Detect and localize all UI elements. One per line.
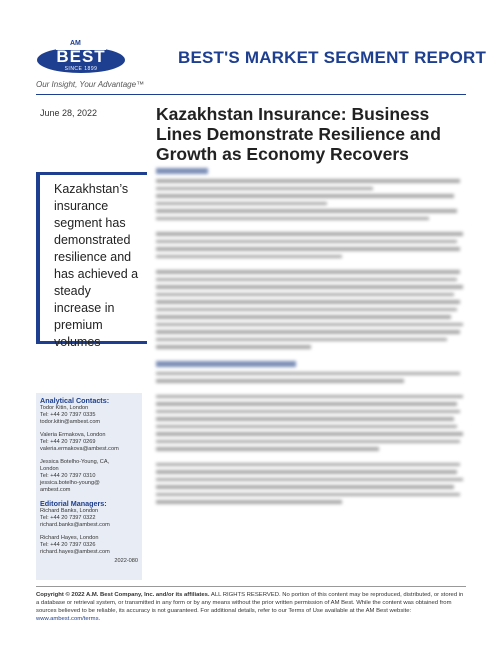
contact-email[interactable]: jessica.botelho-young@ (40, 480, 100, 486)
report-series-title: BEST'S MARKET SEGMENT REPORT (178, 48, 487, 67)
contact-block (40, 508, 138, 529)
contact-line: London (40, 466, 59, 472)
copyright-body: ALL RIGHTS RESERVED. No portion of this content may be reproduced, distributed, or stored in a database or retrieval system, or transmitted in any form or by any means without the prior written permission of AM Best. While the content was obtained from sources believed to be reliable, its accuracy is not guaranteed. For additional details, refer to our Terms of Use available at the AM Best website: (36, 592, 464, 614)
contact-line: Richard Banks, London (40, 508, 99, 514)
contact-line: Tel: +44 20 7397 0335 (40, 412, 96, 418)
contact-block (40, 432, 138, 453)
pull-quote-text: Kazakhstan’s insurance segment has demonstrated resilience and has achieved a steady increase in premium volumes (54, 182, 139, 349)
contact-email[interactable]: valeria.ermakova@ambest.com (40, 446, 119, 452)
contact-email[interactable]: richard.hayes@ambest.com (40, 549, 110, 555)
logo-since-text: SINCE 1899 (64, 66, 98, 72)
pull-quote (36, 172, 147, 349)
copyright-notice: Copyright © 2022 A.M. Best Company, Inc. and/or its affiliates. (36, 592, 210, 598)
contact-email[interactable]: ambest.com (40, 487, 71, 493)
blurred-section-heading (156, 361, 296, 367)
contact-block (40, 405, 138, 426)
contact-email[interactable]: todor.kitin@ambest.com (40, 419, 101, 425)
publication-date: June 28, 2022 (40, 108, 98, 118)
editorial-managers-heading: Editorial Managers: (40, 499, 107, 508)
contacts-panel (36, 393, 142, 580)
blurred-section-heading (156, 168, 208, 174)
logo-am-text: AM (70, 40, 81, 47)
contact-line: Tel: +44 20 7397 0326 (40, 542, 96, 548)
analytical-contacts-heading: Analytical Contacts: (40, 396, 110, 405)
report-header (0, 0, 500, 100)
copyright-end: . (98, 616, 101, 622)
contact-line: Tel: +44 20 7397 0310 (40, 473, 96, 479)
contact-line: Richard Hayes, London (40, 535, 99, 541)
contact-block (40, 535, 138, 556)
report-title: Kazakhstan Insurance: Business Lines Demonstrate Resilience and Growth as Economy Recovers (156, 104, 441, 164)
logo-best-text: BEST (56, 47, 106, 66)
contact-line: Tel: +44 20 7397 0269 (40, 439, 96, 445)
document-number: 2022-080 (114, 558, 138, 564)
header-divider (36, 94, 466, 95)
contact-line: Valeria Ermakova, London (40, 432, 106, 438)
contact-block (40, 459, 138, 494)
copyright-footer (36, 591, 468, 623)
contact-line: Tel: +44 20 7397 0322 (40, 515, 96, 521)
pull-quote-accent-bar (36, 175, 40, 341)
contact-line: Jessica Botelho-Young, CA, (40, 459, 110, 465)
terms-link[interactable]: www.ambest.com/terms (36, 616, 99, 622)
tagline: Our Insight, Your Advantage™ (36, 80, 145, 89)
footer-divider (36, 586, 466, 587)
blurred-body-text (156, 168, 466, 578)
contact-line: Todor Kitin, London (40, 405, 89, 411)
contact-email[interactable]: richard.banks@ambest.com (40, 522, 110, 528)
